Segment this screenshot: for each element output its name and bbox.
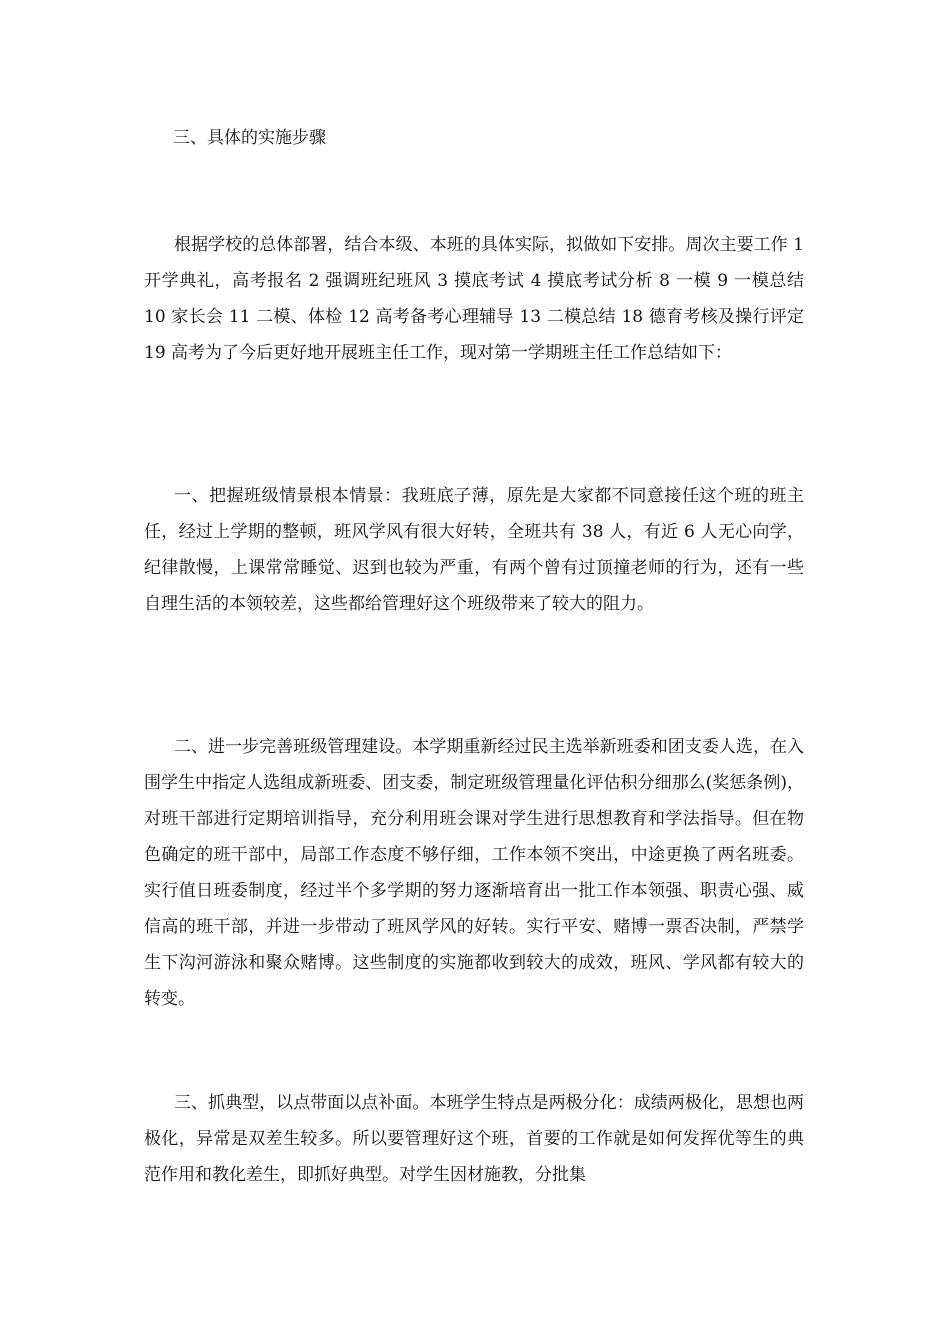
paragraph-typical-examples: 三、抓典型，以点带面以点补面。本班学生特点是两极分化：成绩两极化，思想也两极化，异常是双差生较多。所以要管理好这个班，首要的工作就是如何发挥优等生的典范作用和教化差生，即抓好典型。对学生因材施教，分批集 bbox=[144, 1093, 804, 1185]
paragraph-class-management: 二、进一步完善班级管理建设。本学期重新经过民主选举新班委和团支委人选，在入围学生中指定人选组成新班委、团支委，制定班级管理量化评估积分细那么(奖惩条例)，对班干部进行定期培训指导，充分利用班会课对学生进行思想教育和学法指导。但在物色确定的班干部中，局部工作态度不够仔细，工作本领不突出，中途更换了两名班委。实行值日班委制度，经过半个多学期的努力逐渐培育出一批工作本领强、职责心强、威信高的班干部，并进一步带动了班风学风的好转。实行平安、赌博一票否决制，严禁学生下沟河游泳和聚众赌博。这些制度的实施都收到较大的成效，班风、学风都有较大的转变。 bbox=[144, 737, 804, 1009]
section-heading: 三、具体的实施步骤 bbox=[173, 128, 326, 148]
paragraph-class-situation: 一、把握班级情景根本情景：我班底子薄，原先是大家都不同意接任这个班的班主任，经过上学期的整顿，班风学风有很大好转，全班共有 38 人，有近 6 人无心向学，纪律散慢，上课常常睡觉、迟到也较为严重，有两个曾有过顶撞老师的行为，还有一些自理生活的本领较差，这些都给管理好这个班级带来了较大的阻力。 bbox=[144, 486, 804, 614]
paragraph-schedule: 根据学校的总体部署，结合本级、本班的具体实际，拟做如下安排。周次主要工作 1 开学典礼，高考报名 2 强调班纪班风 3 摸底考试 4 摸底考试分析 8 一模 9 一模总结 10 家长会 11 二模、体检 12 高考备考心理辅导 13 二模总结 18 德育考核及操行评定 19 高考为了今后更好地开展班主任工作，现对第一学期班主任工作总结如下： bbox=[144, 235, 804, 363]
